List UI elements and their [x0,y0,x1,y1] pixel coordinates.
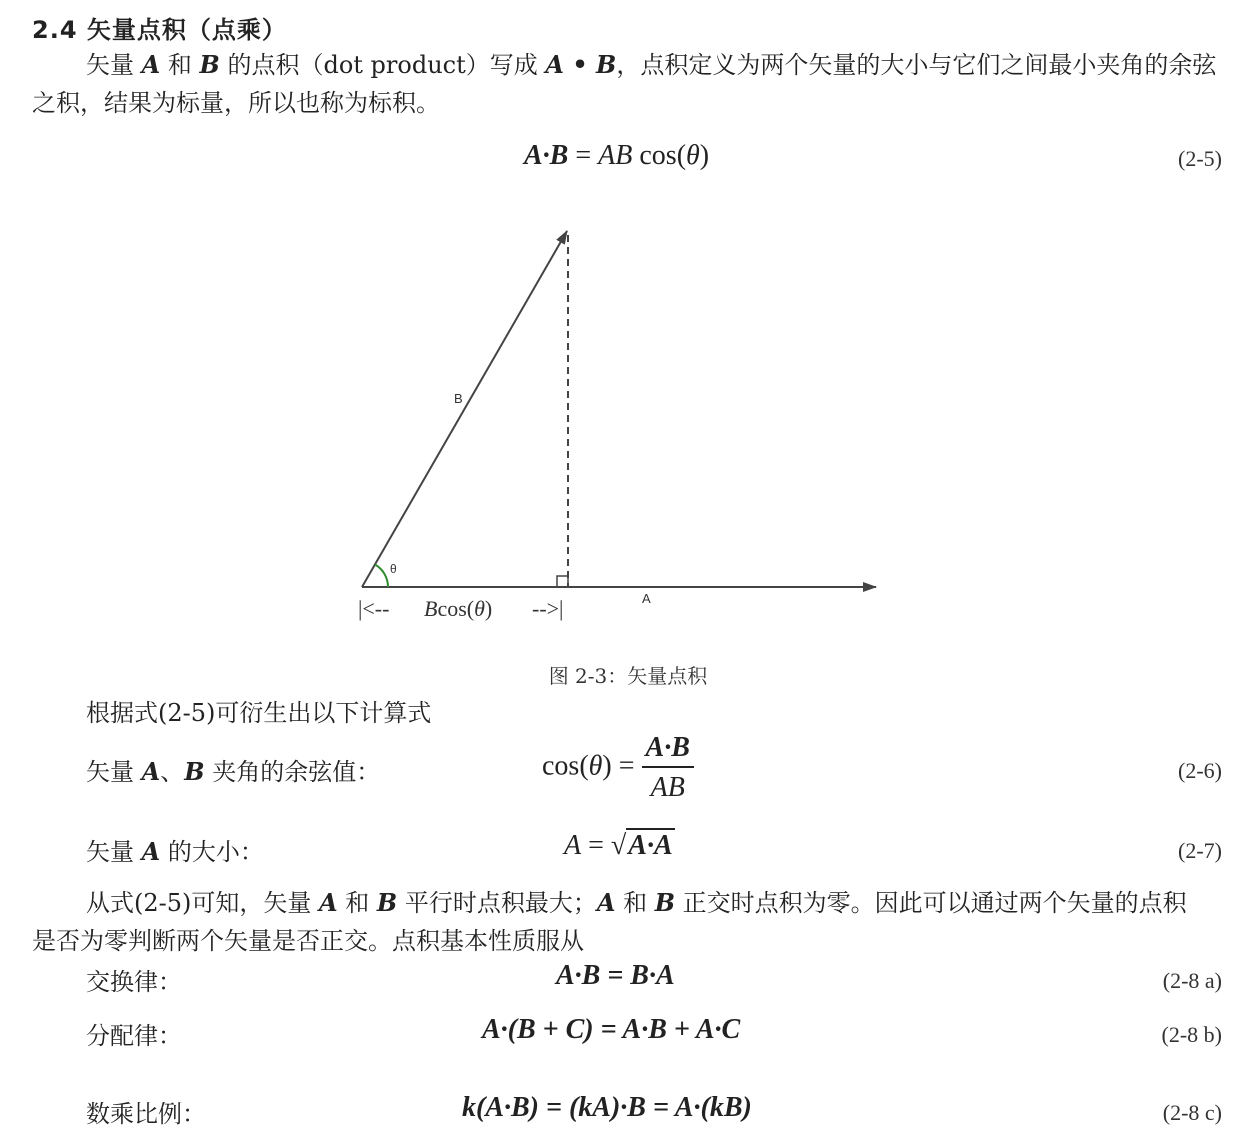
equation-number-2-8a: (2-8 a) [1162,968,1222,993]
theta-arc [375,565,388,588]
label-a: A [642,591,651,606]
derive-text: 根据式(2-5)可衍生出以下计算式 [86,699,432,727]
projection-right-marker: -->| [532,596,564,621]
intro-line-2: 之积，结果为标量，所以也称为标积。 [32,89,440,117]
projection-left-marker: |<-- [358,596,390,621]
equation-number-2-6: (2-6) [1178,758,1222,783]
equation-number-2-7: (2-7) [1178,838,1222,863]
equation-number-2-8c: (2-8 c) [1162,1100,1222,1125]
equation-2-7: A = √A·A [564,830,673,861]
intro-line-1: 矢量 A 和 B 的点积（dot product）写成 A • B，点积定义为两个矢量的大小与它们之间最小夹角的余弦 [86,50,1217,79]
equation-2-6: cos(θ) = $\frac{A\cdot B}{AB}$ [542,732,694,804]
scalar-multiplication-label: 数乘比例： [86,1100,206,1128]
right-angle-marker [557,576,568,587]
label-theta: θ [390,562,397,576]
distributive-law-equation: A·(B + C) = A·B + A·C [482,1014,741,1045]
equation-2-6-label: 矢量 A、B 夹角的余弦值： [86,757,381,786]
orthogonality-paragraph-line-2: 是否为零判断两个矢量是否正交。点积基本性质服从 [32,927,584,955]
label-b: B [454,391,463,406]
section-heading: 2.4 矢量点积（点乘） [32,16,287,44]
projection-label: Bcos(θ) [424,596,493,621]
figure-caption: 图 2-3：矢量点积 [548,664,708,688]
equation-number-2-5: (2-5) [1178,146,1222,171]
equation-2-7-label: 矢量 A 的大小： [86,837,264,866]
equation-2-5: A·B = AB cos(θ) [524,140,710,171]
scalar-multiplication-equation: k(A·B) = (kA)·B = A·(kB) [462,1092,752,1123]
vector-b-arrow [362,231,567,587]
equation-number-2-8b: (2-8 b) [1161,1022,1222,1047]
commutative-law-equation: A·B = B·A [556,960,675,991]
orthogonality-paragraph-line-1: 从式(2-5)可知，矢量 A 和 B 平行时点积最大；A 和 B 正交时点积为零。因此可以通过两个矢量的点积 [86,888,1187,917]
commutative-law-label: 交换律： [86,968,182,996]
distributive-law-label: 分配律： [86,1022,182,1050]
